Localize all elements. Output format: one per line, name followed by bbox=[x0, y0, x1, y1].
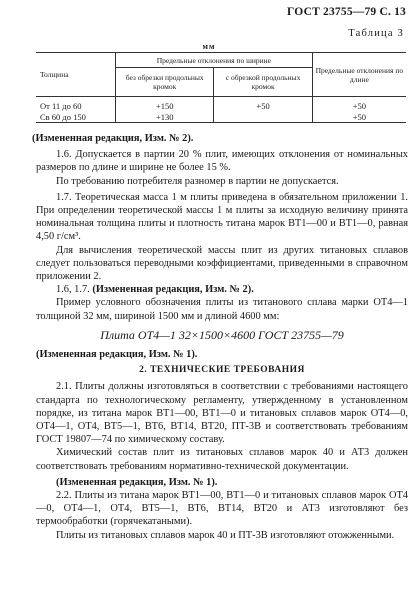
cell-trim: +50 bbox=[214, 97, 312, 112]
cell-trim bbox=[214, 111, 312, 123]
header-width-group: Предельные отклонения по ширине bbox=[116, 53, 313, 68]
paragraph-1-7: 1.7. Теоретическая масса 1 м плиты приведена в обязательном приложении 1. При определении теоретической массы 1 м плиты за исходную величину принята номинальная толщина плиты и плотность титана марок ВТ1—00 и ВТ1—0, равная 4,50 г/см³. bbox=[36, 191, 408, 243]
amendment-note: (Измененная редакция, Изм. № 2). bbox=[32, 133, 194, 144]
paragraph-2-2-b: Плиты из титановых сплавов марок 40 и ПТ-3В изготовляют отожженными. bbox=[56, 529, 395, 541]
amendment-note: (Измененная редакция, Изм. № 1). bbox=[36, 349, 198, 361]
paragraph-1-6-b: По требованию потребителя разномер в партии не допускается. bbox=[56, 175, 339, 187]
table-row bbox=[36, 111, 406, 123]
header-trim: с обрезкой продольных кромок bbox=[214, 68, 312, 97]
cell-length: +50 bbox=[312, 97, 406, 112]
header-thickness: Толщина bbox=[36, 53, 116, 97]
cell-length: +50 bbox=[312, 111, 406, 123]
table-unit: мм bbox=[202, 42, 216, 51]
clause-numbers: 1.6, 1.7. bbox=[56, 284, 90, 296]
section-title: 2. ТЕХНИЧЕСКИЕ ТРЕБОВАНИЯ bbox=[139, 365, 305, 376]
header-length: Предельные отклонения по длине bbox=[312, 53, 406, 97]
designation-example: Пример условного обозначения плиты из титанового сплава марки ОТ4—1 толщиной 32 мм, шириной 1500 мм и длиной 4600 мм: bbox=[36, 297, 408, 322]
amendment-line bbox=[36, 283, 408, 296]
deviations-table bbox=[36, 52, 406, 123]
paragraph-1-6: 1.6. Допускается в партии 20 % плит, имеющих отклонения от номинальных размеров по длине и ширине не более 15 %. bbox=[36, 149, 408, 174]
table-row bbox=[36, 97, 406, 112]
cell-no-trim: +150 bbox=[116, 97, 214, 112]
cell-no-trim: +130 bbox=[116, 111, 214, 123]
paragraph-2-1-b: Химический состав плит из титановых сплавов марок 40 и АТ3 должен соответствовать требованиям нормативно-технической документации. bbox=[36, 447, 408, 472]
paragraph-2-1: 2.1. Плиты должны изготовляться в соответствии с требованиями настоящего стандарта по технологическому регламенту, утвержденному в установленном порядке, из титана марок ВТ1—00, ВТ1—0 и титановых сплавов марок ОТ4—0, ОТ4—1, ОТ4, ВТ5—1, ВТ6, ВТ14, ВТ20, ПТ-3В и соответствовать требованиям ГОСТ 19807—74 по химическому составу. bbox=[36, 381, 408, 446]
plate-designation: Плита ОТ4—1 32×1500×4600 ГОСТ 23755—79 bbox=[100, 327, 344, 342]
amendment-note: (Измененная редакция, Изм. № 1). bbox=[56, 476, 218, 488]
cell-thickness: От 11 до 60 bbox=[40, 100, 82, 111]
paragraph-2-2: 2.2. Плиты из титана марок ВТ1—00, ВТ1—0 и титановых сплавов марок ОТ4—0, ОТ4—1, ОТ4, ВТ5—1, ВТ6, ВТ14, ВТ20 и АТ3 изготовляют без термообработки (горячекатаными). bbox=[36, 490, 408, 528]
page-header: ГОСТ 23755—79 С. 13 bbox=[287, 6, 406, 18]
table-caption: Таблица 3 bbox=[348, 28, 404, 39]
header-no-trim: без обрезки продольных кромок bbox=[116, 68, 214, 97]
document-body bbox=[32, 132, 408, 542]
paragraph-1-7-b: Для вычисления теоретической массы плит из других титановых сплавов следует пользоваться переводными коэффициентами, приведенными в справочном приложении 2. bbox=[36, 244, 408, 283]
amendment-note: (Измененная редакция, Изм. № 2). bbox=[92, 284, 254, 296]
cell-thickness: Св 60 до 150 bbox=[36, 111, 116, 123]
